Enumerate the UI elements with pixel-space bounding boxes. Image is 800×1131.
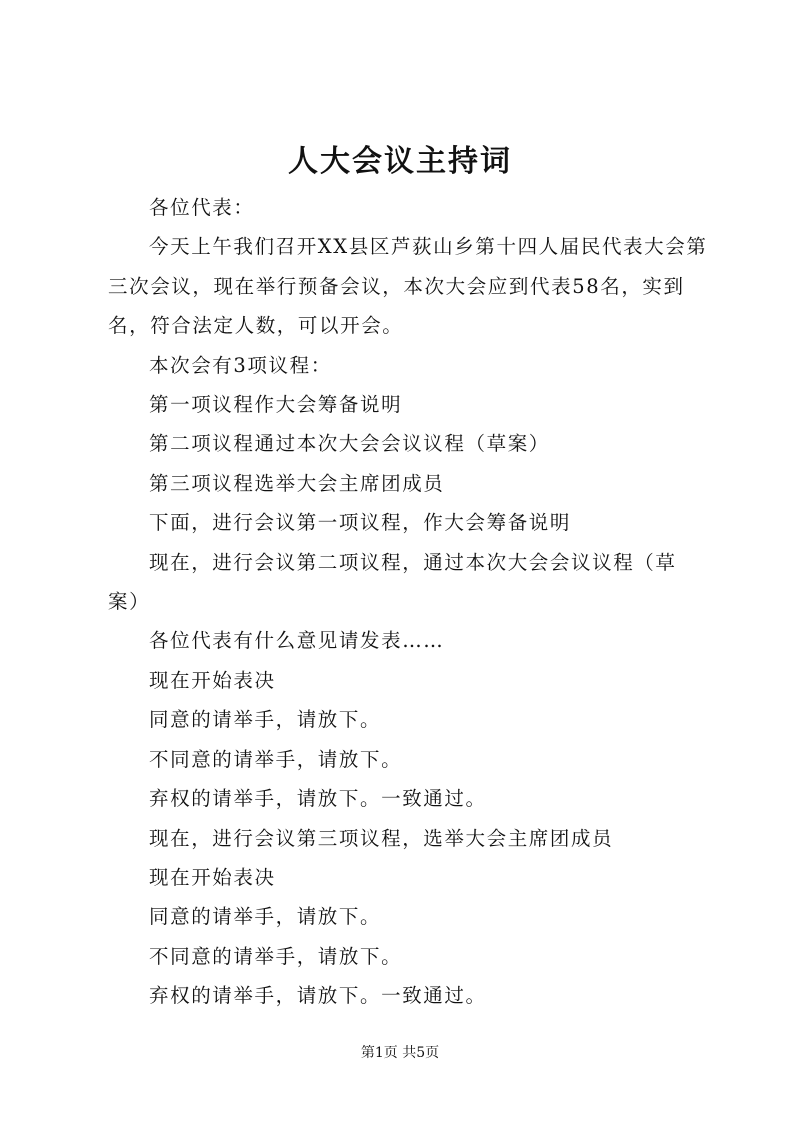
paragraph: 同意的请举手，请放下。 xyxy=(149,708,382,732)
paragraph: 第二项议程通过本次大会会议议程（草案） xyxy=(149,432,550,456)
document-title: 人大会议主持词 xyxy=(288,144,512,179)
paragraph: 现在开始表决 xyxy=(149,668,276,692)
paragraph: 弃权的请举手，请放下。一致通过。 xyxy=(149,984,487,1008)
paragraph: 本次会有3项议程： xyxy=(149,353,332,377)
paragraph: 弃权的请举手，请放下。一致通过。 xyxy=(149,787,487,811)
paragraph: 各位代表： xyxy=(149,196,255,219)
paragraph: 不同意的请举手，请放下。 xyxy=(149,747,403,771)
paragraph: 现在，进行会议第二项议程，通过本次大会会议议程（草案） xyxy=(108,550,677,614)
paragraph: 现在，进行会议第三项议程，选举大会主席团成员 xyxy=(149,826,614,850)
paragraph: 第一项议程作大会筹备说明 xyxy=(149,393,403,417)
paragraph: 同意的请举手，请放下。 xyxy=(149,905,382,929)
paragraph: 不同意的请举手，请放下。 xyxy=(149,944,403,968)
paragraph: 第三项议程选举大会主席团成员 xyxy=(149,471,445,495)
document-body xyxy=(108,188,708,1016)
paragraph: 各位代表有什么意见请发表…… xyxy=(149,629,445,653)
paragraph: 今天上午我们召开XX县区芦荻山乡第十四人届民代表大会第三次会议，现在举行预备会议，本次大会应到代表58名，实到名，符合法定人数，可以开会。 xyxy=(108,235,708,338)
paragraph: 下面，进行会议第一项议程，作大会筹备说明 xyxy=(149,511,572,535)
page-number-footer: 第1页 共5页 xyxy=(360,1045,440,1061)
paragraph: 现在开始表决 xyxy=(149,865,276,889)
